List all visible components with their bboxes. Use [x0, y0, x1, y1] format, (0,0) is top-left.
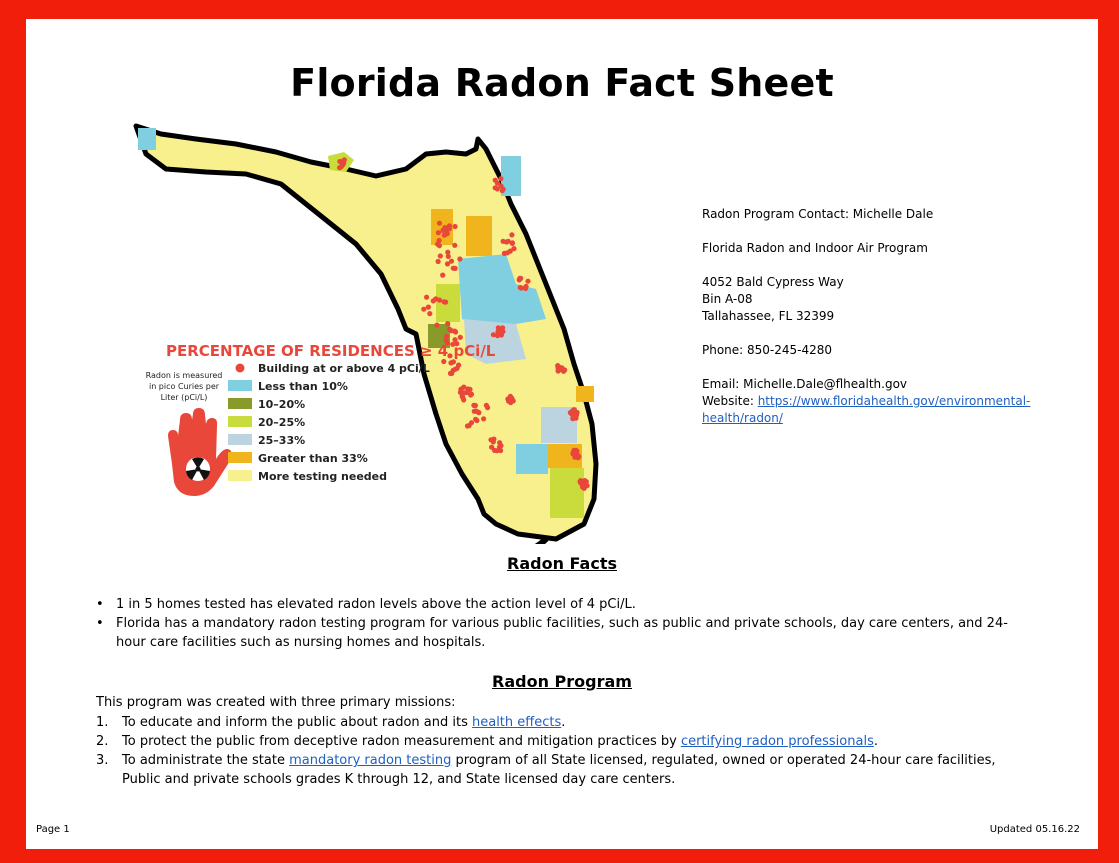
building-dot	[572, 455, 577, 460]
building-dot	[508, 394, 513, 399]
building-dot	[509, 232, 514, 237]
building-dot	[421, 307, 426, 312]
address-line: 4052 Bald Cypress Way	[702, 275, 844, 289]
page-title: Florida Radon Fact Sheet	[290, 61, 834, 105]
mission-text-end: .	[873, 734, 878, 749]
updated-date: Updated 05.16.22	[989, 824, 1080, 835]
building-dot	[436, 230, 441, 235]
county-zone	[138, 128, 156, 150]
building-dot	[467, 387, 472, 392]
county-zone	[576, 386, 594, 402]
mission-text: To protect the public from deceptive radon measurement and mitigation practices by	[122, 734, 681, 749]
legend-swatch	[228, 434, 252, 445]
building-dot	[491, 437, 496, 442]
mission-number: 2.	[96, 734, 109, 749]
legend-label: Greater than 33%	[258, 452, 368, 465]
email-website	[702, 376, 1042, 427]
phone-number: Phone: 850-245-4280	[702, 343, 833, 357]
building-dot	[434, 323, 439, 328]
legend-swatch	[228, 452, 252, 463]
florida-radon-map	[106, 114, 626, 544]
building-dot	[442, 233, 447, 238]
building-dot	[500, 325, 505, 330]
building-dot	[455, 366, 460, 371]
mission-number: 1.	[96, 715, 109, 730]
building-dot	[501, 239, 506, 244]
building-dot	[437, 221, 442, 226]
building-dot	[448, 360, 453, 365]
building-dot	[502, 251, 507, 256]
building-dot	[474, 418, 479, 423]
mandatory-testing-link[interactable]: mandatory radon testing	[289, 753, 452, 768]
website-link[interactable]: https://www.floridahealth.gov/environmental-	[757, 394, 1031, 408]
building-dot	[511, 398, 516, 403]
building-dot	[584, 479, 589, 484]
building-dot	[445, 261, 450, 266]
building-dot	[424, 295, 429, 300]
legend-note-line: Liter (pCi/L)	[160, 393, 208, 402]
fact-text: Florida has a mandatory radon testing program for various public facilities, such as public and private schools, day care centers, and 24-hour care facilities such as nursing homes and hospitals.	[116, 616, 1008, 650]
building-dot	[426, 305, 431, 310]
radon-facts-list	[96, 595, 1016, 652]
county-zone	[550, 468, 584, 518]
legend-label: 10–20%	[258, 398, 306, 411]
building-dot	[458, 335, 463, 340]
county-zone	[466, 216, 492, 256]
building-dot	[451, 266, 456, 271]
building-dot	[580, 484, 585, 489]
website-link-continued[interactable]: health/radon/	[702, 411, 783, 425]
mission-item	[96, 713, 1016, 732]
building-dot	[508, 249, 513, 254]
building-dot	[339, 164, 344, 169]
florida-keys-shape	[511, 539, 546, 544]
mission-text-end: .	[561, 715, 566, 730]
contact-info	[702, 206, 1042, 427]
legend-label: More testing needed	[258, 470, 388, 483]
building-dot	[447, 327, 452, 332]
building-dot	[444, 334, 449, 339]
fact-sheet-page	[26, 19, 1098, 849]
building-dot	[458, 387, 463, 392]
building-dot	[445, 250, 450, 255]
mailing-address	[702, 274, 1042, 325]
building-dot	[445, 321, 450, 326]
legend-swatch	[228, 416, 252, 427]
website-label: Website:	[702, 394, 758, 408]
building-dot	[571, 408, 576, 413]
mission-text: To administrate the state	[122, 753, 290, 768]
legend-note-line: Radon is measured	[145, 371, 223, 380]
building-dot	[489, 445, 494, 450]
building-dot	[506, 399, 511, 404]
building-dot	[472, 409, 477, 414]
building-dot	[427, 311, 432, 316]
fact-item	[96, 595, 1016, 614]
legend-label: Building at or above 4 pCi/L	[258, 362, 430, 375]
building-dot	[476, 410, 481, 415]
legend-swatch	[236, 364, 245, 373]
radiation-hand-icon	[168, 408, 232, 496]
mission-item	[96, 732, 1016, 751]
building-dot	[498, 176, 503, 181]
building-dot	[555, 363, 560, 368]
program-intro: This program was created with three primary missions:	[96, 695, 456, 710]
mission-item	[96, 751, 1016, 789]
legend-label: Less than 10%	[258, 380, 348, 393]
building-dot	[438, 253, 443, 258]
fact-item	[96, 614, 1016, 652]
bullet-icon: •	[96, 597, 104, 612]
building-dot	[517, 276, 522, 281]
building-dot	[448, 371, 453, 376]
mission-text: To educate and inform the public about radon and its	[122, 715, 472, 730]
building-dot	[452, 243, 457, 248]
health-effects-link[interactable]: health effects	[471, 715, 562, 730]
legend-heading: PERCENTAGE OF RESIDENCES ≥ 4 pCi/L	[166, 342, 496, 360]
building-dot	[453, 224, 458, 229]
building-dot	[525, 279, 530, 284]
program-contact: Radon Program Contact: Michelle Dale	[702, 207, 934, 221]
email-address: Email: Michelle.Dale@flhealth.gov	[702, 377, 908, 391]
address-line: Bin A-08	[702, 292, 753, 306]
website-line	[702, 393, 1042, 410]
building-dot	[493, 178, 498, 183]
page-number: Page 1	[36, 824, 70, 835]
legend-label: 25–33%	[258, 434, 306, 447]
building-dot	[431, 298, 436, 303]
building-dot	[469, 420, 474, 425]
legend-swatch	[228, 470, 252, 481]
certifying-professionals-link[interactable]: certifying radon professionals	[680, 734, 874, 749]
fact-text: 1 in 5 homes tested has elevated radon levels above the action level of 4 pCi/L.	[116, 597, 636, 612]
building-dot	[498, 183, 503, 188]
building-dot	[572, 413, 577, 418]
building-dot	[473, 403, 478, 408]
building-dot	[510, 241, 515, 246]
building-dot	[442, 299, 447, 304]
building-dot	[437, 298, 442, 303]
building-dot	[440, 228, 445, 233]
program-name: Florida Radon and Indoor Air Program	[702, 241, 928, 255]
building-dot	[440, 273, 445, 278]
building-dot	[435, 242, 440, 247]
building-dot	[436, 259, 441, 264]
mission-text-end: program of all State licensed, regulated, owned or operated 24-hour care facilities, Public and private schools grades K through 12, and State licensed day care centers.	[122, 753, 996, 787]
building-dot	[457, 256, 462, 261]
mission-number: 3.	[96, 753, 109, 768]
building-dot	[497, 444, 502, 449]
address-line: Tallahassee, FL 32399	[702, 309, 835, 323]
building-dot	[484, 403, 489, 408]
radon-facts-heading: Radon Facts	[507, 554, 617, 573]
building-dot	[493, 185, 498, 190]
bullet-icon: •	[96, 616, 104, 631]
program-missions-list	[96, 713, 1016, 789]
legend-note-line: in pico Curies per	[148, 382, 220, 391]
building-dot	[452, 329, 457, 334]
building-dot	[481, 416, 486, 421]
building-dot	[340, 159, 345, 164]
building-dot	[468, 392, 473, 397]
building-dot	[461, 397, 466, 402]
legend-swatch	[228, 398, 252, 409]
county-zone	[516, 444, 548, 474]
building-dot	[499, 332, 504, 337]
legend-label: 20–25%	[258, 416, 306, 429]
legend-swatch	[228, 380, 252, 391]
building-dot	[519, 285, 524, 290]
radon-program-heading: Radon Program	[492, 672, 632, 691]
